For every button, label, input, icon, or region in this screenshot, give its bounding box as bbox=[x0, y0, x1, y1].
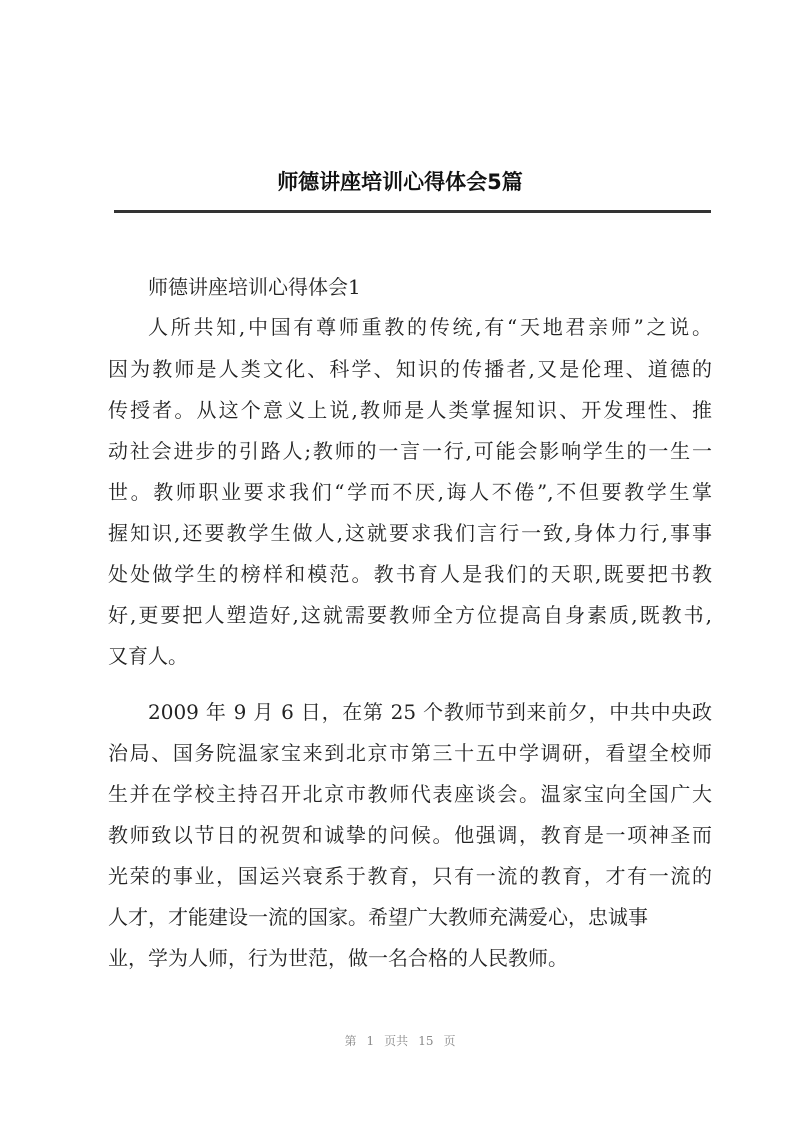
paragraph-line: 动社会进步的引路人;教师的一言一行,可能会影响学生的一生一 bbox=[108, 439, 712, 463]
footer-middle: 页共 bbox=[384, 1034, 409, 1048]
document-title: 师德讲座培训心得体会5篇 bbox=[277, 170, 523, 194]
paragraph-line: 教师致以节日的祝贺和诚挚的问候。他强调，教育是一项神圣而 bbox=[108, 823, 712, 847]
footer-suffix: 页 bbox=[443, 1034, 456, 1048]
paragraph-line: 传授者。从这个意义上说,教师是人类掌握知识、开发理性、推 bbox=[108, 398, 712, 422]
paragraph-line: 2009 年 9 月 6 日，在第 25 个教师节到来前夕，中共中央政 bbox=[148, 700, 712, 724]
paragraph-line: 治局、国务院温家宝来到北京市第三十五中学调研，看望全校师 bbox=[108, 741, 712, 765]
paragraph-line: 世。教师职业要求我们“学而不厌,诲人不倦”,不但要教学生掌 bbox=[108, 480, 712, 504]
paragraph-line: 人才，才能建设一流的国家。希望广大教师充满爱心，忠诚事 bbox=[108, 905, 648, 929]
page-footer bbox=[0, 1032, 800, 1049]
paragraph-line: 处处做学生的榜样和模范。教书育人是我们的天职,既要把书教 bbox=[108, 562, 712, 586]
current-page-number: 1 bbox=[366, 1034, 375, 1048]
section-heading: 师德讲座培训心得体会1 bbox=[148, 275, 361, 299]
paragraph-line: 好,更要把人塑造好,这就需要教师全方位提高自身素质,既教书, bbox=[108, 603, 712, 627]
paragraph-line: 又育人。 bbox=[108, 644, 188, 668]
paragraph-line: 人所共知,中国有尊师重教的传统,有“天地君亲师”之说。 bbox=[148, 315, 712, 339]
title-divider bbox=[114, 210, 711, 213]
total-pages: 15 bbox=[418, 1034, 434, 1048]
paragraph-line: 握知识,还要教学生做人,这就要求我们言行一致,身体力行,事事 bbox=[108, 521, 712, 545]
paragraph-line: 因为教师是人类文化、科学、知识的传播者,又是伦理、道德的 bbox=[108, 357, 712, 381]
paragraph-line: 业，学为人师，行为世范，做一名合格的人民教师。 bbox=[108, 946, 568, 970]
paragraph-line: 生并在学校主持召开北京市教师代表座谈会。温家宝向全国广大 bbox=[108, 782, 712, 806]
paragraph-line: 光荣的事业，国运兴衰系于教育，只有一流的教育，才有一流的 bbox=[108, 864, 712, 888]
footer-prefix: 第 bbox=[344, 1034, 357, 1048]
